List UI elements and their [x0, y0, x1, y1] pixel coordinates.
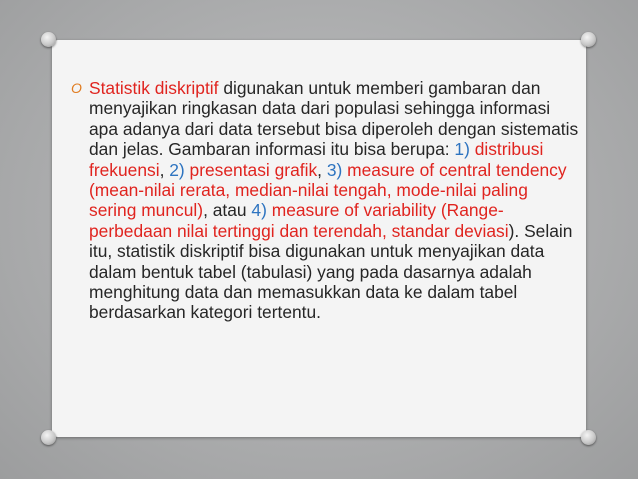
- text-run: , atau: [203, 200, 252, 221]
- pin-icon: [41, 32, 56, 47]
- text-run: Statistik diskriptif: [89, 78, 219, 98]
- text-run: 1): [454, 139, 470, 160]
- text-run: distribusi frekuensi: [89, 139, 544, 180]
- text-run: 3): [326, 159, 343, 180]
- body-paragraph: [89, 78, 579, 323]
- text-run: ,: [317, 159, 327, 180]
- pin-icon: [581, 430, 596, 445]
- text-run: presentasi grafik: [184, 159, 318, 180]
- pin-icon: [581, 32, 596, 47]
- text-run: measure of variability (Range-perbedaan nilai tertinggi dan terendah, standar deviasi: [89, 200, 509, 241]
- text-run: 4): [251, 200, 267, 221]
- text-run: digunakan untuk memberi gambaran dan menyajikan ringkasan data dari populasi sehingga informasi apa adanya dari data tersebut bisa diperoleh dengan sistematis dan jelas. Gambaran informasi itu bisa berupa:: [89, 78, 579, 160]
- text-run: ). Selain itu, statistik diskriptif bisa digunakan untuk menyajikan data dalam bentuk tabel (tabulasi) yang pada dasarnya adalah menghitung data dan memasukkan data ke dalam tabel berdasarkan kategori tertentu.: [89, 220, 573, 323]
- text-run: ,: [159, 159, 170, 180]
- bullet-marker: O: [71, 80, 82, 96]
- text-run: 2): [169, 159, 185, 180]
- pin-icon: [41, 430, 56, 445]
- text-run: measure of central tendency (mean-nilai rerata, median-nilai tengah, mode-nilai paling sering muncul): [89, 159, 567, 221]
